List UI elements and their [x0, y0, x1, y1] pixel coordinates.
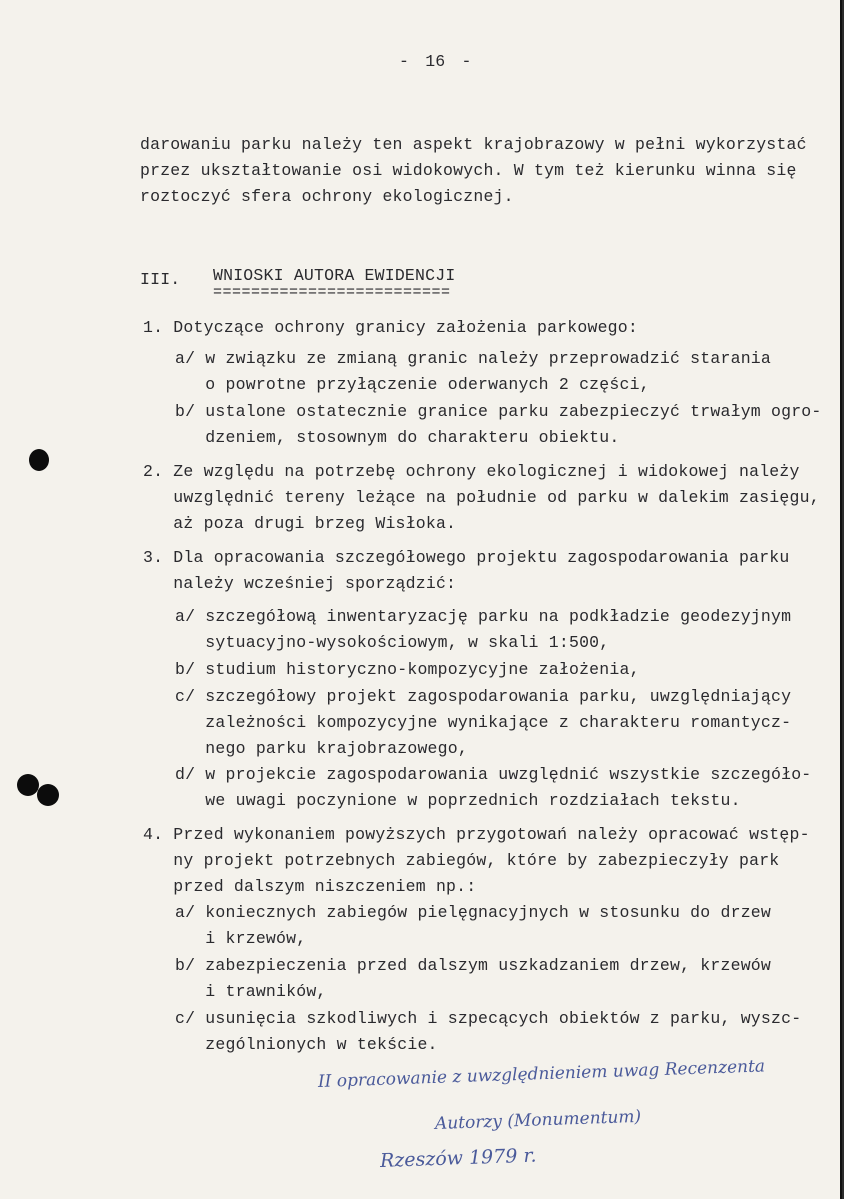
- list-item-line: o powrotne przyłączenie oderwanych 2 części,: [175, 375, 650, 394]
- list-item-line: należy wcześniej sporządzić:: [143, 574, 457, 593]
- list-item-line: a/ w związku ze zmianą granic należy przeprowadzić starania: [175, 349, 771, 368]
- list-item-line: 4. Przed wykonaniem powyższych przygotowań należy opracować wstęp-: [143, 825, 810, 844]
- list-item-line: aż poza drugi brzeg Wisłoka.: [143, 514, 457, 533]
- list-item-line: b/ ustalone ostatecznie granice parku zabezpieczyć trwałym ogro-: [175, 402, 822, 421]
- section-number: III.: [140, 270, 181, 289]
- list-item-line: i trawników,: [175, 982, 327, 1001]
- list-item-line: b/ studium historyczno-kompozycyjne założenia,: [175, 660, 640, 679]
- list-item-line: sytuacyjno-wysokościowym, w skali 1:500,: [175, 633, 610, 652]
- page-edge: [840, 0, 842, 1199]
- body-line: darowaniu parku należy ten aspekt krajobrazowy w pełni wykorzystać: [140, 135, 807, 154]
- list-item-line: ny projekt potrzebnych zabiegów, które by zabezpieczyły park: [143, 851, 780, 870]
- punch-hole: [17, 774, 39, 796]
- section-title-underline: =========================: [213, 284, 451, 301]
- list-item-line: przed dalszym niszczeniem np.:: [143, 877, 477, 896]
- page-number: - 16 -: [399, 52, 472, 71]
- list-item-line: 1. Dotyczące ochrony granicy założenia parkowego:: [143, 318, 638, 337]
- body-line: przez ukształtowanie osi widokowych. W tym też kierunku winna się: [140, 161, 797, 180]
- punch-hole: [29, 449, 49, 471]
- list-item-line: d/ w projekcie zagospodarowania uwzględnić wszystkie szczegóło-: [175, 765, 812, 784]
- list-item-line: c/ szczegółowy projekt zagospodarowania parku, uwzględniający: [175, 687, 792, 706]
- list-item-line: uwzględnić tereny leżące na południe od parku w dalekim zasięgu,: [143, 488, 820, 507]
- punch-hole: [37, 784, 59, 806]
- list-item-line: a/ koniecznych zabiegów pielęgnacyjnych w stosunku do drzew: [175, 903, 771, 922]
- section-title: WNIOSKI AUTORA EWIDENCJI: [213, 266, 456, 285]
- list-item-line: 2. Ze względu na potrzebę ochrony ekologicznej i widokowej należy: [143, 462, 800, 481]
- handwritten-place-date: Rzeszów 1979 r.: [379, 1144, 537, 1172]
- list-item-line: i krzewów,: [175, 929, 307, 948]
- body-line: roztoczyć sfera ochrony ekologicznej.: [140, 187, 514, 206]
- list-item-line: dzeniem, stosownym do charakteru obiektu.: [175, 428, 620, 447]
- list-item-line: we uwagi poczynione w poprzednich rozdziałach tekstu.: [175, 791, 741, 810]
- handwritten-signature: Autorzy (Monumentum): [434, 1106, 642, 1134]
- handwritten-note-line: II opracowanie z uwzględnieniem uwag Recenzenta: [317, 1056, 766, 1092]
- list-item-line: c/ usunięcia szkodliwych i szpecących obiektów z parku, wyszc-: [175, 1009, 802, 1028]
- list-item-line: zególnionych w tekście.: [175, 1035, 438, 1054]
- list-item-line: zależności kompozycyjne wynikające z charakteru romantycz-: [175, 713, 792, 732]
- list-item-line: a/ szczegółową inwentaryzację parku na podkładzie geodezyjnym: [175, 607, 792, 626]
- list-item-line: 3. Dla opracowania szczegółowego projektu zagospodarowania parku: [143, 548, 790, 567]
- list-item-line: b/ zabezpieczenia przed dalszym uszkadzaniem drzew, krzewów: [175, 956, 771, 975]
- list-item-line: nego parku krajobrazowego,: [175, 739, 468, 758]
